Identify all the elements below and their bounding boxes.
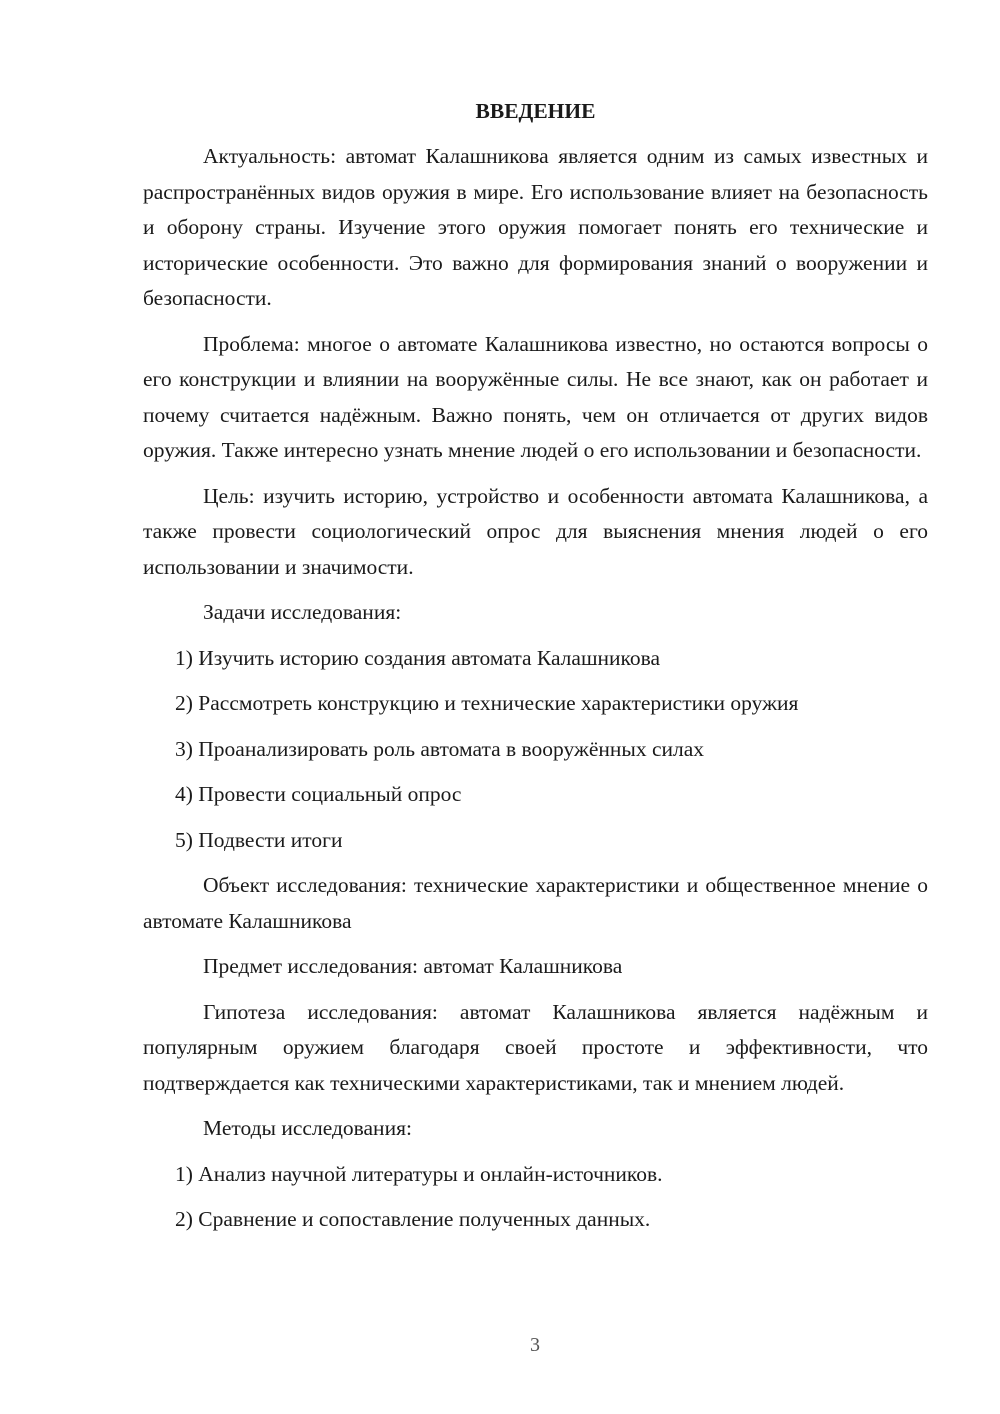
methods-list (143, 1157, 928, 1238)
object-paragraph: Объект исследования: технические характеристики и общественное мнение о автомате Калашникова (143, 873, 928, 933)
task-item: 5) Подвести итоги (175, 827, 343, 852)
task-item: 3) Проанализировать роль автомата в вооружённых силах (175, 736, 705, 761)
task-item: 4) Провести социальный опрос (175, 782, 462, 806)
document-page (143, 93, 928, 1248)
hypothesis-paragraph: Гипотеза исследования: автомат Калашникова является надёжным и популярным оружием благодаря своей простоте и эффективности, что подтверждается как техническими характеристиками, так и мнением людей. (143, 999, 928, 1095)
tasks-list (143, 641, 928, 859)
tasks-heading: Задачи исследования: (203, 600, 402, 624)
method-item: 2) Сравнение и сопоставление полученных данных. (175, 1207, 651, 1231)
problem-paragraph: Проблема: многое о автомате Калашникова известно, но остаются вопросы о его конструкции и влиянии на вооружённые силы. Не все знают, как он работает и почему считается надёжным. Важно понять, чем он отличается от других видов оружия. Также интересно узнать мнение людей о его использовании и безопасности. (143, 331, 928, 462)
page-number: 3 (530, 1334, 540, 1356)
subject-paragraph: Предмет исследования: автомат Калашникова (203, 954, 623, 978)
goal-paragraph: Цель: изучить историю, устройство и особенности автомата Калашникова, а также провести социологический опрос для выяснения мнения людей о его использовании и значимости. (143, 483, 928, 579)
task-item: 2) Рассмотреть конструкцию и технические характеристики оружия (175, 691, 799, 715)
methods-heading: Методы исследования: (203, 1116, 412, 1140)
task-item: 1) Изучить историю создания автомата Калашникова (175, 645, 661, 670)
method-item: 1) Анализ научной литературы и онлайн-источников. (175, 1161, 663, 1186)
relevance-paragraph: Актуальность: автомат Калашникова является одним из самых известных и распространённых видов оружия в мире. Его использование влияет на безопасность и оборону страны. Изучение этого оружия помогает понять его технические и исторические особенности. Это важно для формирования знаний о вооружении и безопасности. (143, 144, 928, 310)
section-title: ВВЕДЕНИЕ (475, 99, 596, 123)
